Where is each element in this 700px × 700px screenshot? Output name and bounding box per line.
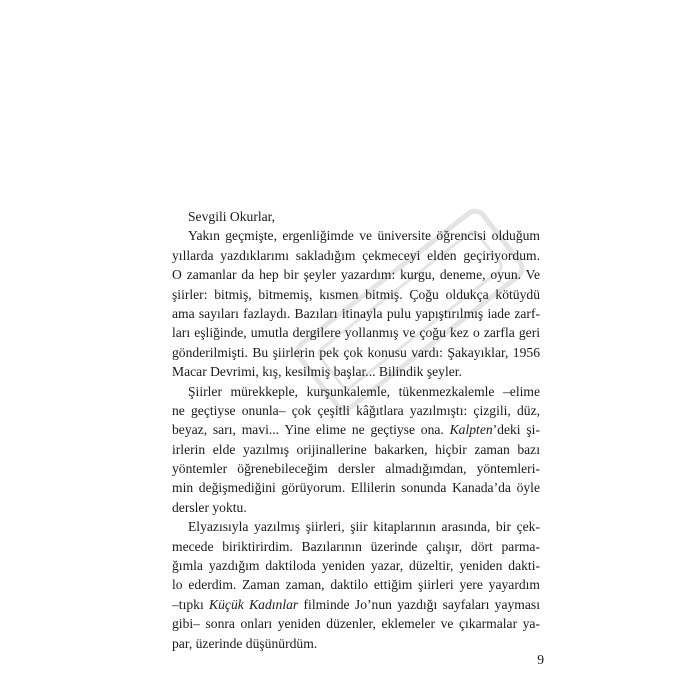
- text-segment: ğımla yazdığım daktiloda yeniden yazar, düzeltir, yeniden dakti-: [172, 558, 540, 574]
- text-line: [172, 323, 540, 342]
- text-line: [172, 459, 540, 478]
- italic-title: Küçük Kadınlar: [209, 596, 299, 612]
- text-segment: ’deki şi-: [492, 422, 540, 438]
- text-segment: beyaz, sarı, mavi... Yine elime ne geçtiyse ona.: [172, 422, 450, 438]
- text-line: [172, 265, 540, 284]
- text-line: [172, 517, 540, 536]
- text-segment: lo ederdim. Zaman zaman, daktilo ettiğim şiirleri yere yayardım: [172, 577, 540, 593]
- text-line: [172, 556, 540, 575]
- text-line: [172, 207, 540, 226]
- text-segment: O zamanlar da hep bir şeyler yazardım: kurgu, deneme, oyun. Ve: [172, 267, 540, 283]
- text-line: [172, 401, 540, 420]
- text-segment: Yakın geçmişte, ergenliğimde ve üniversite öğrencisi olduğum: [188, 228, 540, 244]
- text-line: [172, 285, 540, 304]
- text-line: [172, 537, 540, 556]
- text-segment: Elyazısıyla yazılmış şiirleri, şiir kitaplarının arasında, bir çek-: [188, 519, 540, 535]
- text-line: [172, 478, 540, 497]
- text-line: [172, 304, 540, 323]
- text-segment: şiirler: bitmiş, bitmemiş, kısmen bitmiş. Çoğu oldukça kötüydü: [172, 286, 540, 302]
- text-segment: gibi– sonra onları yeniden düzenler, eklemeler ve çıkarmalar ya-: [172, 616, 540, 632]
- text-line: [172, 343, 540, 362]
- italic-title: Kalpten: [449, 422, 493, 438]
- text-line: [172, 614, 540, 633]
- text-line: [172, 226, 540, 245]
- text-segment: Macar Devrimi, kış, kesilmiş başlar... Bilindik şeyler.: [172, 364, 462, 380]
- page-number: 9: [537, 652, 544, 667]
- text-line: [172, 595, 540, 614]
- text-segment: –tıpkı: [172, 596, 210, 612]
- text-segment: mecede biriktirirdim. Bazılarının üzerinde çalışır, dört parma-: [172, 538, 540, 554]
- text-line: [172, 246, 540, 265]
- text-segment: dersler yoktu.: [172, 499, 247, 515]
- text-line: [172, 382, 540, 401]
- text-line: [172, 634, 540, 653]
- text-line: [172, 440, 540, 459]
- text-line: [172, 420, 540, 439]
- body-text: [172, 207, 540, 653]
- text-segment: gönderilmişti. Bu şiirlerin pek çok konusu vardı: Şakayıklar, 1956: [172, 344, 540, 360]
- text-segment: ne geçtiyse onunla– çok çeşitli kâğıtlara yazılmıştı: çizgili, düz,: [172, 402, 540, 418]
- text-segment: yöntemler öğrenebileceğim dersler almadığımdan, yöntemleri-: [172, 461, 540, 477]
- text-segment: Şiirler mürekkeple, kurşunkalemle, tükenmezkalemle –elime: [188, 383, 540, 399]
- text-line: [172, 498, 540, 517]
- text-segment: yıllarda yazdıklarımı sakladığım çekmeceyi elden geçiriyordum.: [172, 247, 540, 263]
- text-segment: irlerin elde yazılmış orijinallerine bakarken, hiçbir zaman bazı: [172, 441, 540, 457]
- text-line: [172, 362, 540, 381]
- text-segment: Sevgili Okurlar,: [188, 209, 276, 224]
- text-segment: filminde Jo’nun yazdığı sayfaları yayması: [298, 596, 540, 612]
- text-segment: ları eşliğinde, umutla dergilere yollanmış ve çoğu kez o zarfla geri: [172, 325, 540, 341]
- text-segment: ama sayıları fazlaydı. Bazıları itinayla pulu yapıştırılmış iade zarf-: [172, 305, 540, 321]
- text-segment: par, üzerinde düşünürdüm.: [172, 635, 318, 651]
- text-line: [172, 575, 540, 594]
- text-segment: min değişmediğini görüyorum. Ellilerin sonunda Kanada’da öyle: [172, 480, 540, 496]
